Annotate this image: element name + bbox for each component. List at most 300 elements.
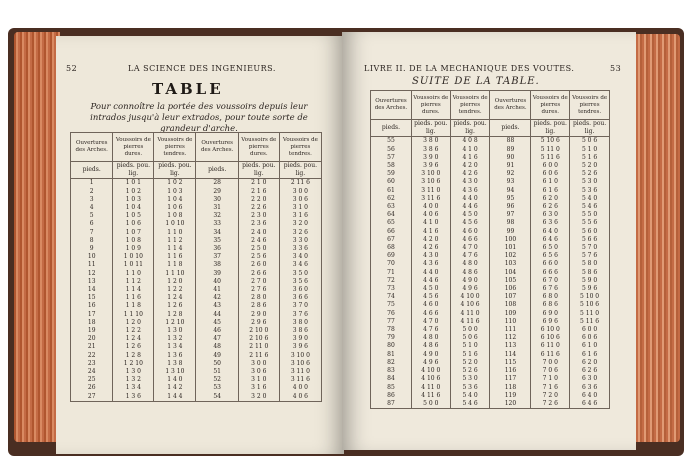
column-header: Voussoirs de pierres dures. [113, 133, 154, 162]
table-cell: 6 10 0 [531, 326, 570, 334]
table-cell: 84 [371, 375, 412, 383]
table-cell: 104 [490, 269, 531, 277]
table-cell: 4 2 0 [450, 162, 490, 170]
table-cell: 4 10 6 [450, 301, 490, 309]
table-row [71, 212, 322, 220]
table-row [71, 204, 322, 212]
table-cell: 1 0 8 [113, 237, 154, 245]
table-cell: 6 3 0 [531, 211, 570, 219]
table-cell: 1 3 6 [113, 393, 154, 402]
table-cell: 6 4 0 [531, 228, 570, 236]
table-cell: 27 [71, 393, 113, 402]
column-header: Voussoirs de pierres tendres. [279, 133, 321, 162]
unit-label: pieds. pou. lig. [113, 162, 154, 179]
unit-label: pieds. [490, 120, 531, 137]
table-cell: 101 [490, 244, 531, 252]
table-cell: 3 9 6 [279, 343, 321, 351]
table-cell: 74 [371, 293, 412, 301]
table-cell: 4 1 0 [450, 146, 490, 154]
table-cell: 5 0 6 [450, 334, 490, 342]
table-row [371, 203, 610, 211]
table-cell: 3 2 6 [279, 229, 321, 237]
table-cell: 21 [71, 343, 113, 351]
table-cell: 5 3 0 [450, 375, 490, 383]
table-cell: 1 3 4 [113, 384, 154, 392]
table-cell: 4 4 6 [411, 277, 450, 285]
table-cell: 5 4 0 [570, 195, 610, 203]
table-row [371, 400, 610, 409]
table-cell: 4 1 0 [411, 219, 450, 227]
table-cell: 116 [490, 367, 531, 375]
table-cell: 4 2 6 [411, 244, 450, 252]
table-cell: 97 [490, 211, 531, 219]
table-row [371, 301, 610, 309]
table-cell: 117 [490, 375, 531, 383]
table-row [71, 229, 322, 237]
table-cell: 6 1 0 [531, 178, 570, 186]
table-cell: 1 1 8 [113, 302, 154, 310]
table-row [71, 327, 322, 335]
table-row [371, 318, 610, 326]
table-cell: 4 4 0 [450, 195, 490, 203]
table-cell: 3 1 6 [279, 212, 321, 220]
table-cell: 5 2 6 [570, 170, 610, 178]
unit-label: pieds. pou. lig. [154, 162, 196, 179]
table-cell: 4 11 6 [411, 392, 450, 400]
table-cell: 4 3 6 [411, 260, 450, 268]
table-cell: 1 1 6 [113, 294, 154, 302]
table-cell: 4 10 6 [411, 375, 450, 383]
table-cell: 5 11 0 [570, 310, 610, 318]
table-cell: 4 4 0 [411, 269, 450, 277]
table-cell: 3 10 0 [411, 170, 450, 178]
table-cell: 6 0 0 [531, 162, 570, 170]
table-cell: 4 7 6 [450, 252, 490, 260]
table-cell: 6 7 0 [531, 277, 570, 285]
table-cell: 5 8 0 [570, 260, 610, 268]
table-cell: 2 9 6 [238, 319, 279, 327]
table-cell: 2 11 6 [238, 352, 279, 360]
table-cell: 28 [196, 179, 238, 188]
table-cell: 29 [196, 188, 238, 196]
table-cell: 1 1 2 [113, 278, 154, 286]
running-head-left: LA SCIENCE DES INGENIEURS. [128, 64, 276, 73]
column-header: Voussoirs de pierres dures. [531, 91, 570, 120]
table-cell: 3 10 0 [279, 352, 321, 360]
voussoir-table-left [70, 132, 322, 402]
table-cell: 19 [71, 327, 113, 335]
table-cell: 108 [490, 301, 531, 309]
table-cell: 96 [490, 203, 531, 211]
table-cell: 65 [371, 219, 412, 227]
table-cell: 2 1 6 [238, 188, 279, 196]
table-cell: 12 [71, 270, 113, 278]
table-cell: 6 3 0 [570, 375, 610, 383]
table-cell: 90 [490, 154, 531, 162]
table-cell: 6 9 6 [531, 318, 570, 326]
table-cell: 4 1 6 [411, 228, 450, 236]
table-cell: 81 [371, 351, 412, 359]
table-cell: 5 0 6 [570, 137, 610, 146]
table-cell: 5 1 0 [450, 342, 490, 350]
table-cell: 34 [196, 229, 238, 237]
table-cell: 6 5 0 [531, 244, 570, 252]
table-cell: 5 0 0 [450, 326, 490, 334]
table-cell: 3 10 6 [279, 360, 321, 368]
table-cell: 1 3 0 [154, 327, 196, 335]
table-cell: 5 6 6 [570, 236, 610, 244]
table-cell: 2 [71, 188, 113, 196]
table-cell: 4 0 6 [411, 211, 450, 219]
table-cell: 43 [196, 302, 238, 310]
table-cell: 5 11 0 [531, 146, 570, 154]
table-cell: 5 3 6 [450, 384, 490, 392]
table-cell: 6 0 6 [531, 170, 570, 178]
table-cell: 16 [71, 302, 113, 310]
table-cell: 55 [371, 137, 412, 146]
table-cell: 5 6 0 [570, 228, 610, 236]
table-cell: 6 1 6 [531, 187, 570, 195]
table-cell: 2 10 6 [238, 335, 279, 343]
table-cell: 4 8 0 [450, 260, 490, 268]
table-cell: 4 3 0 [450, 178, 490, 186]
table-cell: 38 [196, 261, 238, 269]
table-cell: 4 10 0 [411, 367, 450, 375]
table-cell: 115 [490, 359, 531, 367]
table-cell: 1 0 6 [154, 204, 196, 212]
table-cell: 6 2 6 [570, 367, 610, 375]
table-cell: 91 [490, 162, 531, 170]
table-cell: 4 7 0 [411, 318, 450, 326]
table-cell: 3 8 0 [279, 319, 321, 327]
table-cell: 3 9 0 [411, 154, 450, 162]
table-cell: 3 9 0 [279, 335, 321, 343]
table-cell: 52 [196, 376, 238, 384]
table-row [71, 311, 322, 319]
table-cell: 1 [71, 179, 113, 188]
table-row [371, 392, 610, 400]
column-header: Voussoirs de pierres tendres. [570, 91, 610, 120]
table-cell: 3 [71, 196, 113, 204]
table-cell: 57 [371, 154, 412, 162]
table-cell: 2 4 0 [238, 229, 279, 237]
table-cell: 3 6 6 [279, 294, 321, 302]
table-cell: 79 [371, 334, 412, 342]
table-cell: 1 3 6 [154, 352, 196, 360]
table-cell: 114 [490, 351, 531, 359]
table-cell: 93 [490, 178, 531, 186]
running-head-right: LIVRE II. DE LA MECHANIQUE DES VOUTES. [364, 64, 575, 73]
table-cell: 71 [371, 269, 412, 277]
table-cell: 47 [196, 335, 238, 343]
table-cell: 4 4 6 [450, 203, 490, 211]
table-cell: 3 5 6 [279, 278, 321, 286]
table-row [371, 236, 610, 244]
table-cell: 4 0 0 [279, 384, 321, 392]
table-cell: 30 [196, 196, 238, 204]
table-cell: 2 11 6 [279, 179, 321, 188]
table-cell: 3 3 0 [279, 237, 321, 245]
table-cell: 6 9 0 [531, 310, 570, 318]
table-cell: 6 5 6 [531, 252, 570, 260]
left-page [56, 36, 344, 454]
table-cell: 1 3 0 [113, 368, 154, 376]
table-cell: 6 8 0 [531, 293, 570, 301]
table-cell: 7 2 6 [531, 400, 570, 409]
table-row [371, 162, 610, 170]
table-row [71, 286, 322, 294]
table-cell: 23 [71, 360, 113, 368]
table-cell: 5 0 0 [411, 400, 450, 409]
table-cell: 4 8 0 [411, 334, 450, 342]
table-cell: 63 [371, 203, 412, 211]
unit-label: pieds. [196, 162, 238, 179]
table-cell: 89 [490, 146, 531, 154]
table-cell: 20 [71, 335, 113, 343]
table-cell: 6 11 0 [531, 342, 570, 350]
table-cell: 6 4 6 [531, 236, 570, 244]
table-cell: 5 2 0 [450, 359, 490, 367]
table-row [71, 179, 322, 188]
table-row [371, 252, 610, 260]
table-cell: 4 9 6 [450, 285, 490, 293]
table-row [371, 334, 610, 342]
table-cell: 7 2 0 [531, 392, 570, 400]
column-header: Ouvertures des Arches. [196, 133, 238, 162]
table-cell: 1 3 8 [154, 360, 196, 368]
table-cell: 2 5 0 [238, 245, 279, 253]
table-cell: 120 [490, 400, 531, 409]
table-cell: 5 9 6 [570, 285, 610, 293]
table-cell: 3 1 6 [238, 384, 279, 392]
table-row [71, 368, 322, 376]
table-cell: 59 [371, 170, 412, 178]
table-cell: 1 2 10 [113, 360, 154, 368]
table-cell: 4 6 6 [411, 310, 450, 318]
table-cell: 13 [71, 278, 113, 286]
table-cell: 6 11 6 [531, 351, 570, 359]
unit-label: pieds. [371, 120, 412, 137]
table-cell: 6 7 6 [531, 285, 570, 293]
table-cell: 2 8 0 [238, 294, 279, 302]
table-cell: 3 2 0 [279, 220, 321, 228]
table-cell: 6 10 6 [531, 334, 570, 342]
table-cell: 5 1 6 [570, 154, 610, 162]
unit-label: pieds. pou. lig. [279, 162, 321, 179]
table-cell: 48 [196, 343, 238, 351]
table-cell: 4 10 0 [450, 293, 490, 301]
table-cell: 94 [490, 187, 531, 195]
table-row [71, 278, 322, 286]
table-cell: 4 9 0 [411, 351, 450, 359]
table-cell: 4 3 0 [411, 252, 450, 260]
table-cell: 35 [196, 237, 238, 245]
table-cell: 1 0 1 [113, 179, 154, 188]
column-header: Voussoirs de pierres dures. [411, 91, 450, 120]
table-cell: 5 4 0 [450, 392, 490, 400]
table-row [371, 310, 610, 318]
table-cell: 4 3 6 [450, 187, 490, 195]
table-cell: 1 2 6 [113, 343, 154, 351]
table-cell: 46 [196, 327, 238, 335]
table-cell: 64 [371, 211, 412, 219]
table-cell: 4 2 6 [450, 170, 490, 178]
table-cell: 37 [196, 253, 238, 261]
table-cell: 80 [371, 342, 412, 350]
table-cell: 68 [371, 244, 412, 252]
right-page [342, 32, 636, 450]
table-cell: 2 7 0 [238, 278, 279, 286]
table-cell: 10 [71, 253, 113, 261]
table-cell: 5 7 6 [570, 252, 610, 260]
table-cell: 4 0 0 [411, 203, 450, 211]
table-row [71, 253, 322, 261]
table-cell: 1 3 2 [154, 335, 196, 343]
table-row [71, 196, 322, 204]
table-cell: 119 [490, 392, 531, 400]
table-row [71, 343, 322, 351]
table-cell: 26 [71, 384, 113, 392]
column-header: Voussoirs de pierres dures. [238, 133, 279, 162]
table-cell: 113 [490, 342, 531, 350]
column-header: Voussoirs de pierres tendres. [450, 91, 490, 120]
table-cell: 1 1 4 [154, 245, 196, 253]
table-cell: 4 8 6 [450, 269, 490, 277]
table-cell: 6 4 0 [570, 392, 610, 400]
table-cell: 1 3 4 [154, 343, 196, 351]
table-cell: 109 [490, 310, 531, 318]
table-cell: 1 0 10 [154, 220, 196, 228]
table-cell: 73 [371, 285, 412, 293]
table-row [371, 384, 610, 392]
table-row [371, 260, 610, 268]
unit-label: pieds. pou. lig. [570, 120, 610, 137]
table-cell: 1 0 2 [154, 179, 196, 188]
table-cell: 112 [490, 334, 531, 342]
table-cell: 4 9 6 [411, 359, 450, 367]
table-cell: 15 [71, 294, 113, 302]
table-cell: 6 2 6 [531, 203, 570, 211]
table-cell: 22 [71, 352, 113, 360]
table-cell: 2 11 0 [238, 343, 279, 351]
table-cell: 3 10 6 [411, 178, 450, 186]
table-cell: 5 5 6 [570, 219, 610, 227]
table-cell: 3 4 0 [279, 253, 321, 261]
unit-label: pieds. [71, 162, 113, 179]
table-cell: 41 [196, 286, 238, 294]
table-row [371, 269, 610, 277]
table-cell: 5 1 0 [570, 146, 610, 154]
table-cell: 3 0 0 [238, 360, 279, 368]
table-cell: 62 [371, 195, 412, 203]
table-cell: 6 2 0 [570, 359, 610, 367]
table-row [71, 360, 322, 368]
table-cell: 3 8 0 [411, 137, 450, 146]
table-cell: 2 2 6 [238, 204, 279, 212]
table-cell: 1 4 4 [154, 393, 196, 402]
table-cell: 6 0 6 [570, 334, 610, 342]
table-cell: 3 4 6 [279, 261, 321, 269]
unit-label: pieds. pou. lig. [411, 120, 450, 137]
table-cell: 6 8 6 [531, 301, 570, 309]
table-cell: 105 [490, 277, 531, 285]
table-cell: 1 0 7 [113, 229, 154, 237]
table-cell: 98 [490, 219, 531, 227]
table-cell: 1 2 2 [154, 286, 196, 294]
table-cell: 111 [490, 326, 531, 334]
table-cell: 82 [371, 359, 412, 367]
table-cell: 3 11 6 [279, 376, 321, 384]
table-cell: 102 [490, 252, 531, 260]
table-cell: 7 0 0 [531, 359, 570, 367]
table-cell: 1 1 0 [113, 270, 154, 278]
table-row [71, 319, 322, 327]
table-cell: 5 11 6 [570, 318, 610, 326]
table-cell: 3 0 6 [238, 368, 279, 376]
table-cell: 5 3 6 [570, 187, 610, 195]
unit-label: pieds. pou. lig. [450, 120, 490, 137]
table-cell: 1 0 4 [154, 196, 196, 204]
table-row [371, 219, 610, 227]
column-header: Ouvertures des Arches. [371, 91, 412, 120]
table-cell: 61 [371, 187, 412, 195]
table-cell: 5 [71, 212, 113, 220]
table-cell: 1 1 8 [154, 261, 196, 269]
table-cell: 7 1 0 [531, 375, 570, 383]
table-cell: 95 [490, 195, 531, 203]
table-cell: 25 [71, 376, 113, 384]
page-number-left: 52 [66, 64, 78, 73]
table-row [71, 188, 322, 196]
table-cell: 3 6 0 [279, 286, 321, 294]
table-cell: 14 [71, 286, 113, 294]
table-row [71, 393, 322, 402]
table-cell: 2 3 0 [238, 212, 279, 220]
table-row [371, 195, 610, 203]
table-cell: 44 [196, 311, 238, 319]
table-row [71, 302, 322, 310]
table-cell: 72 [371, 277, 412, 285]
table-cell: 3 5 0 [279, 270, 321, 278]
table-cell: 5 10 6 [531, 137, 570, 146]
table-cell: 42 [196, 294, 238, 302]
table-cell: 3 7 0 [279, 302, 321, 310]
table-cell: 1 0 10 [113, 253, 154, 261]
table-row [371, 178, 610, 186]
table-cell: 4 [71, 204, 113, 212]
table-cell: 7 [71, 229, 113, 237]
table-row [371, 211, 610, 219]
table-cell: 70 [371, 260, 412, 268]
table-cell: 4 9 0 [450, 277, 490, 285]
table-cell: 3 7 6 [279, 311, 321, 319]
table-row [371, 187, 610, 195]
table-cell: 6 1 0 [570, 342, 610, 350]
table-cell: 5 10 0 [570, 293, 610, 301]
table-cell: 77 [371, 318, 412, 326]
table-cell: 4 11 0 [411, 384, 450, 392]
table-cell: 100 [490, 236, 531, 244]
table-cell: 2 8 6 [238, 302, 279, 310]
table-cell: 2 4 6 [238, 237, 279, 245]
table-row [371, 137, 610, 146]
table-cell: 3 9 6 [411, 162, 450, 170]
table-cell: 60 [371, 178, 412, 186]
table-row [71, 245, 322, 253]
table-cell: 76 [371, 310, 412, 318]
table-cell: 1 0 8 [154, 212, 196, 220]
table-cell: 3 3 6 [279, 245, 321, 253]
